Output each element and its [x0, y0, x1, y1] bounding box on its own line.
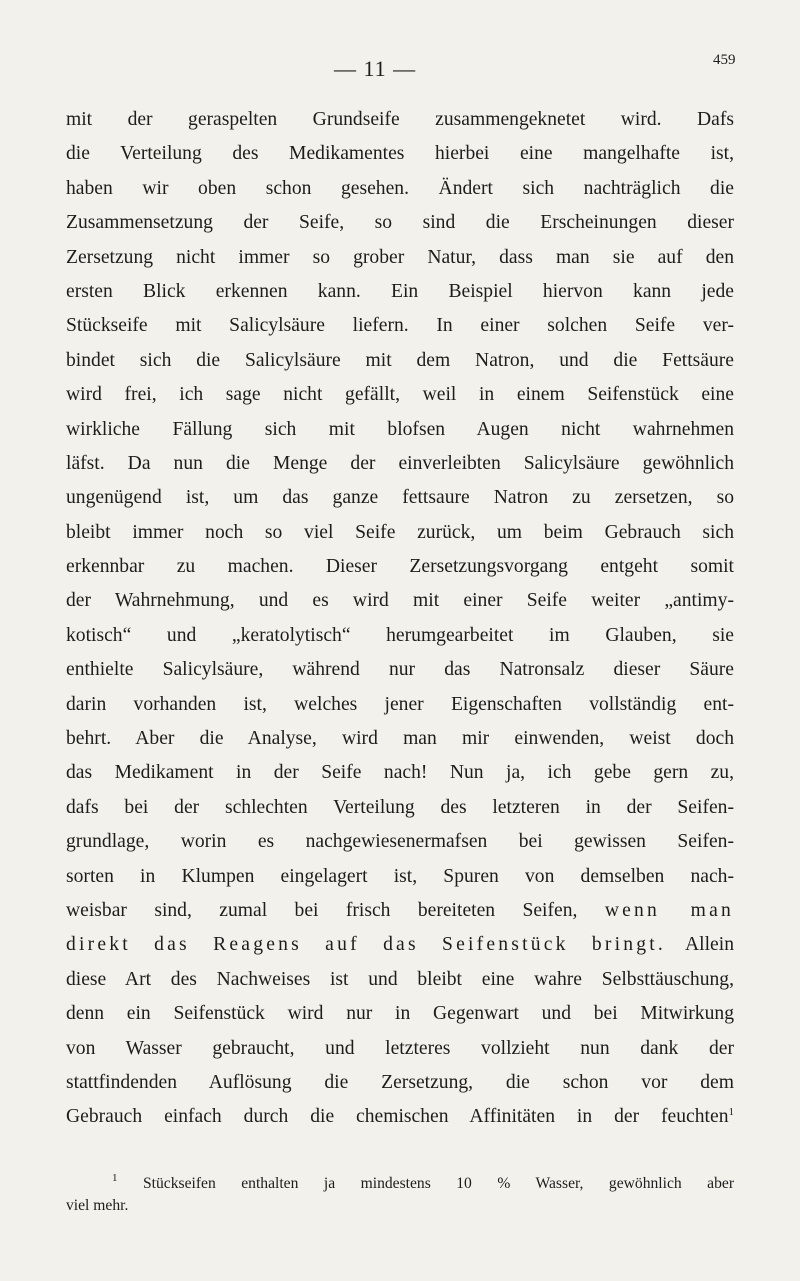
text-line: haben wir oben schon gesehen. Ändert sich nachträglich die — [66, 177, 734, 199]
text-line: das Medikament in der Seife nach! Nun ja, ich gebe gern zu, — [66, 762, 734, 784]
text-line: der Wahrnehmung, und es wird mit einer Seife weiter „antimy- — [66, 590, 734, 612]
text-line-emphasis — [66, 894, 734, 928]
footnote-text: Stückseifen enthalten ja mindestens 10 % Wasser, gewöhnlich aber — [143, 1175, 735, 1192]
footnote — [66, 1173, 734, 1217]
text-line: wird frei, ich sage nicht gefällt, weil in einem Seifenstück eine — [66, 384, 734, 406]
page-number-outer: 459 — [713, 52, 736, 68]
text-line: ungenügend ist, um das ganze fettsaure Natron zu zersetzen, so — [66, 487, 734, 509]
text-line: behrt. Aber die Analyse, wird man mir einwenden, weist doch — [66, 728, 734, 750]
text-line: ersten Blick erkennen kann. Ein Beispiel hiervon kann jede — [66, 280, 734, 302]
text-line: kotisch“ und „keratolytisch“ herumgearbeitet im Glauben, sie — [66, 624, 734, 646]
text-line: enthielte Salicylsäure, während nur das Natronsalz dieser Säure — [66, 659, 734, 681]
text-normal: Gebrauch einfach durch die chemischen Affinitäten in der feuchten — [66, 1106, 729, 1128]
text-line: die Verteilung des Medikamentes hierbei eine mangelhafte ist, — [66, 143, 734, 165]
text-line: mit der geraspelten Grundseife zusammengeknetet wird. Dafs — [66, 109, 734, 130]
text-line: von Wasser gebraucht, und letzteres vollzieht nun dank der — [66, 1037, 734, 1059]
text-line: Zusammensetzung der Seife, so sind die Erscheinungen dieser — [66, 212, 734, 234]
text-line: darin vorhanden ist, welches jener Eigenschaften vollständig ent- — [66, 693, 734, 715]
text-spaced-emphasis: wenn man — [604, 899, 734, 921]
footnote-marker: 1 — [112, 1172, 118, 1184]
text-line: erkennbar zu machen. Dieser Zersetzungsvorgang entgeht somit — [66, 556, 734, 578]
text-line: stattfindenden Auflösung die Zersetzung, die schon vor dem — [66, 1071, 734, 1093]
text-line: Zersetzung nicht immer so grober Natur, dass man sie auf den — [66, 246, 734, 268]
text-line: grundlage, worin es nachgewiesenermafsen bei gewissen Seifen- — [66, 831, 734, 853]
text-line: wirkliche Fällung sich mit blofsen Augen nicht wahrnehmen — [66, 418, 734, 440]
text-normal: Allein — [685, 934, 734, 956]
text-line: sorten in Klumpen eingelagert ist, Spuren von demselben nach- — [66, 865, 734, 887]
page-number-inner: — 11 — — [334, 56, 417, 81]
body-text — [66, 103, 734, 1135]
text-normal: weisbar sind, zumal bei frisch bereiteten Seifen, — [66, 899, 578, 921]
footnote-line: viel mehr. — [66, 1197, 129, 1214]
text-line: Stückseife mit Salicylsäure liefern. In einer solchen Seife ver- — [66, 315, 734, 337]
text-line-emphasis — [66, 928, 734, 962]
text-line: diese Art des Nachweises ist und bleibt eine wahre Selbsttäuschung, — [66, 968, 734, 990]
text-line: dafs bei der schlechten Verteilung des letzteren in der Seifen- — [66, 796, 734, 818]
text-line: bindet sich die Salicylsäure mit dem Natron, und die Fettsäure — [66, 349, 734, 371]
page-header — [0, 52, 800, 86]
footnote-reference: 1 — [728, 1106, 734, 1119]
text-line-with-footnote — [66, 1100, 734, 1134]
text-line: bleibt immer noch so viel Seife zurück, um beim Gebrauch sich — [66, 521, 734, 543]
footnote-line — [66, 1173, 734, 1195]
text-line: läfst. Da nun die Menge der einverleibten Salicylsäure gewöhnlich — [66, 452, 734, 474]
text-line: denn ein Seifenstück wird nur in Gegenwart und bei Mitwirkung — [66, 1003, 734, 1025]
text-spaced-emphasis: direkt das Reagens auf das Seifenstück bringt. — [66, 934, 667, 956]
